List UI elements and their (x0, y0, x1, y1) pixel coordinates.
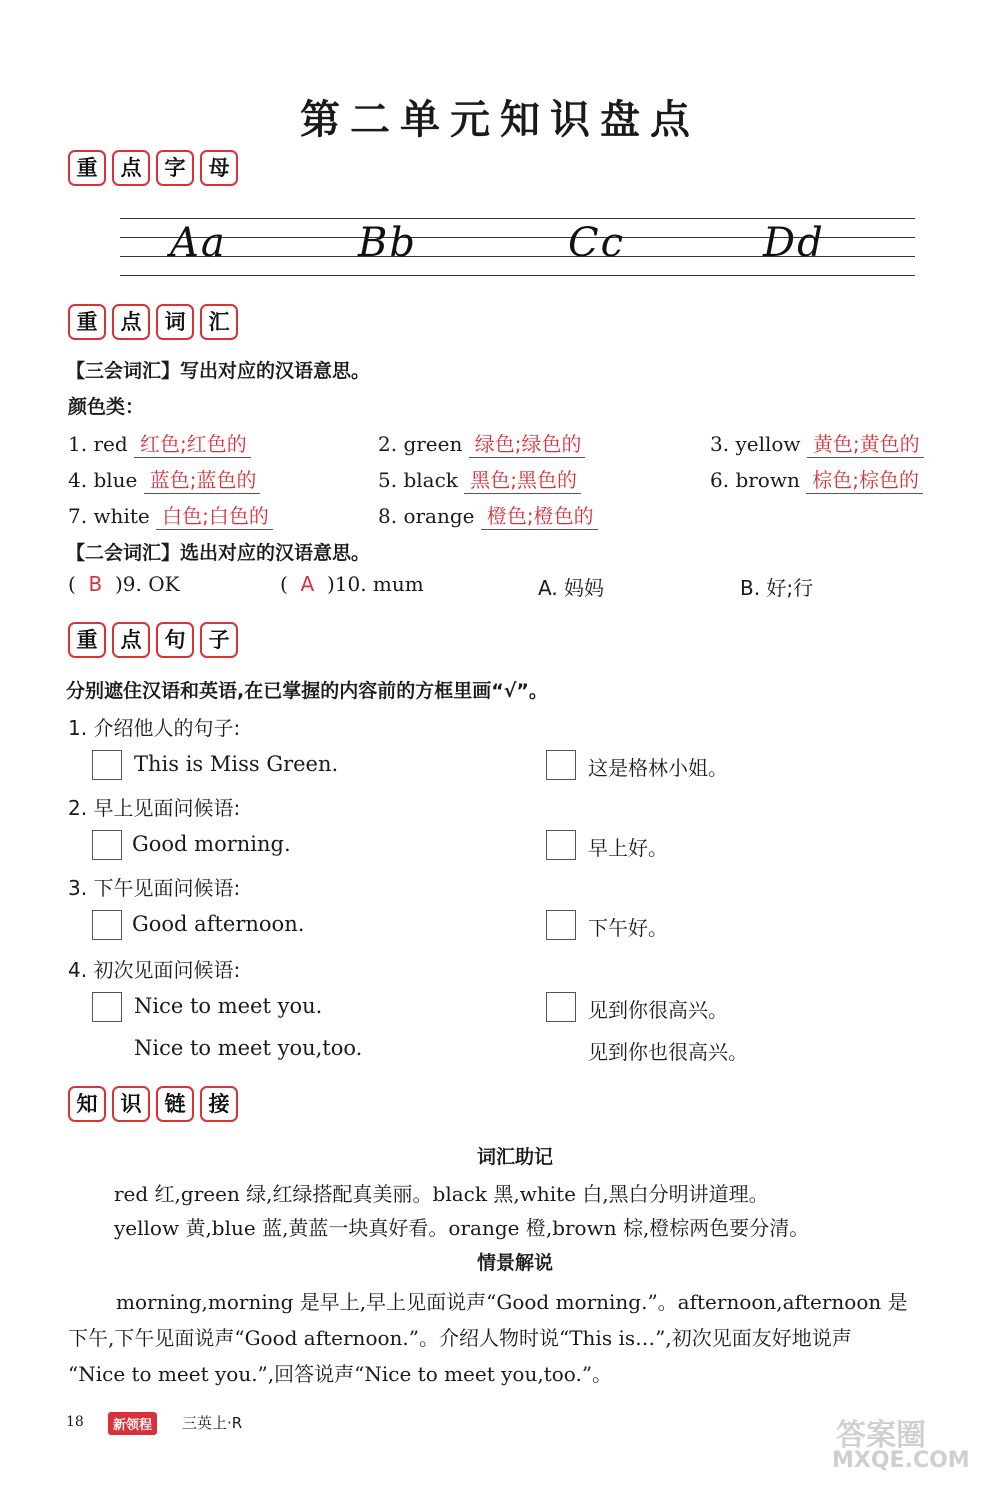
checkbox[interactable] (92, 992, 122, 1022)
header-char: 识 (112, 1086, 150, 1122)
header-char: 重 (68, 622, 106, 658)
header-char: 知 (68, 1086, 106, 1122)
header-char: 点 (112, 150, 150, 186)
header-char: 链 (156, 1086, 194, 1122)
vocab-item: 4. blue 蓝色;蓝色的 (68, 464, 260, 494)
sentence-cn: 早上好。 (588, 836, 668, 860)
two-vocab-heading: 【二会词汇】选出对应的汉语意思。 (66, 542, 371, 564)
sentence-cn: 见到你也很高兴。 (588, 1040, 748, 1064)
vocab-item: 6. brown 棕色;棕色的 (710, 464, 923, 494)
choice-answer: A (300, 572, 315, 596)
three-vocab-heading: 【三会词汇】写出对应的汉语意思。 (66, 360, 371, 382)
checkbox[interactable] (92, 830, 122, 860)
sentence-cn: 这是格林小姐。 (588, 756, 728, 780)
sentence-cn: 下午好。 (588, 916, 668, 940)
vocab-answer: 橙色;橙色的 (481, 500, 598, 530)
header-char: 汇 (200, 304, 238, 340)
header-char: 重 (68, 304, 106, 340)
sentence-en: Nice to meet you,too. (134, 1036, 363, 1060)
checkbox[interactable] (546, 910, 576, 940)
header-char: 句 (156, 622, 194, 658)
checkbox[interactable] (546, 830, 576, 860)
letter-staff (120, 218, 915, 276)
letter-dd: Dd (763, 220, 825, 266)
header-char: 重 (68, 150, 106, 186)
scene-line: “Nice to meet you.”,回答说声“Nice to meet you,too.”。 (68, 1362, 613, 1386)
sentence-cn: 见到你很高兴。 (588, 998, 728, 1022)
vocab-item: 3. yellow 黄色;黄色的 (710, 428, 924, 458)
vocab-answer: 白色;白色的 (156, 500, 273, 530)
sentence-en: Good morning. (132, 832, 291, 856)
header-char: 接 (200, 1086, 238, 1122)
vocab-item: 1. red 红色;红色的 (68, 428, 251, 458)
memory-title: 词汇助记 (476, 1146, 553, 1168)
sentence-en: This is Miss Green. (134, 752, 339, 776)
letter-cc: Cc (568, 220, 626, 266)
checkbox[interactable] (92, 910, 122, 940)
sentence-group-heading: 2. 早上见面问候语: (68, 796, 241, 820)
scene-line: 下午,下午见面说声“Good afternoon.”。介绍人物时说“This is…”,初次见面友好地说声 (68, 1326, 852, 1350)
watermark-url: MXQE.COM (832, 1448, 970, 1473)
vocab-item: 7. white 白色;白色的 (68, 500, 273, 530)
brand-logo: 新领程 (108, 1412, 157, 1435)
section-header-letters (68, 150, 244, 186)
vocab-answer: 红色;红色的 (134, 428, 251, 458)
book-label: 三英上·R (182, 1414, 243, 1432)
vocab-answer: 蓝色;蓝色的 (144, 464, 261, 494)
vocab-item: 2. green 绿色;绿色的 (378, 428, 585, 458)
checkbox[interactable] (546, 992, 576, 1022)
section-header-link (68, 1086, 244, 1122)
checkbox[interactable] (92, 750, 122, 780)
letter-bb: Bb (358, 220, 417, 266)
header-char: 字 (156, 150, 194, 186)
page-number: 18 (66, 1414, 84, 1430)
vocab-category: 颜色类： (68, 396, 145, 418)
page-title: 第二单元知识盘点 (300, 97, 700, 143)
vocab-answer: 绿色;绿色的 (469, 428, 586, 458)
section-header-vocab (68, 304, 244, 340)
vocab-answer: 棕色;棕色的 (806, 464, 923, 494)
header-char: 点 (112, 622, 150, 658)
section-header-sentences (68, 622, 244, 658)
sentence-group-heading: 3. 下午见面问候语: (68, 876, 241, 900)
scene-title: 情景解说 (476, 1252, 553, 1274)
memory-line: yellow 黄,blue 蓝,黄蓝一块真好看。orange 橙,brown 棕,橙棕两色要分清。 (114, 1216, 810, 1240)
memory-line: red 红,green 绿,红绿搭配真美丽。black 黑,white 白,黑白分明讲道理。 (114, 1182, 769, 1206)
choice-option: A. 妈妈 (538, 576, 605, 600)
header-char: 母 (200, 150, 238, 186)
choice-item: ( B )9. OK (68, 572, 180, 596)
vocab-item: 5. black 黑色;黑色的 (378, 464, 581, 494)
header-char: 子 (200, 622, 238, 658)
watermark-logo: 答案圈 (836, 1418, 926, 1453)
vocab-answer: 黑色;黑色的 (464, 464, 581, 494)
header-char: 点 (112, 304, 150, 340)
sentence-group-heading: 4. 初次见面问候语: (68, 958, 241, 982)
sentence-en: Nice to meet you. (134, 994, 323, 1018)
sentence-en: Good afternoon. (132, 912, 305, 936)
scene-line: morning,morning 是早上,早上见面说声“Good morning.”。afternoon,afternoon 是 (116, 1290, 908, 1314)
sentences-instruction: 分别遮住汉语和英语,在已掌握的内容前的方框里画“√”。 (66, 680, 548, 702)
vocab-item: 8. orange 橙色;橙色的 (378, 500, 598, 530)
choice-item: ( A )10. mum (280, 572, 424, 596)
sentence-group-heading: 1. 介绍他人的句子: (68, 716, 241, 740)
letter-aa: Aa (170, 220, 227, 266)
choice-option: B. 好;行 (740, 576, 814, 600)
checkbox[interactable] (546, 750, 576, 780)
vocab-answer: 黄色;黄色的 (807, 428, 924, 458)
choice-answer: B (88, 572, 103, 596)
header-char: 词 (156, 304, 194, 340)
